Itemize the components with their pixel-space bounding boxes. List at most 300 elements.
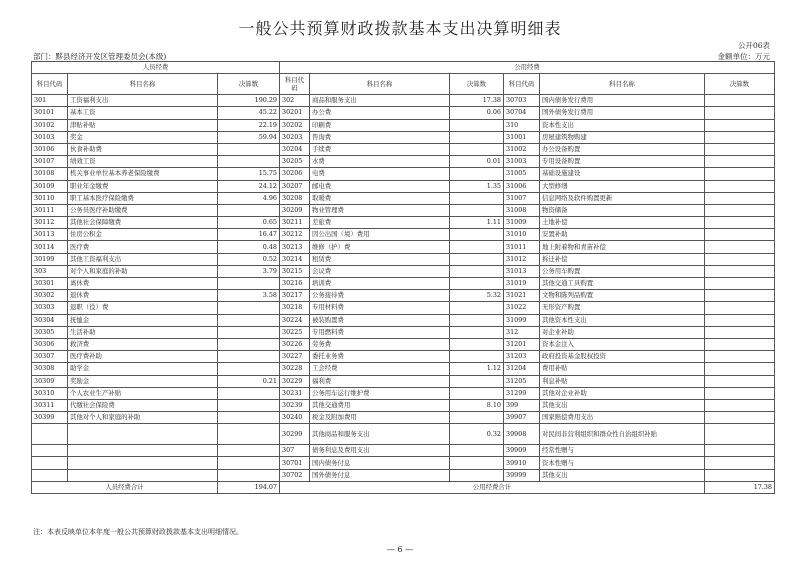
cell-amount	[218, 457, 280, 469]
cell-code: 30305	[32, 326, 68, 338]
table-row	[32, 412, 775, 424]
cell-name: 国外债务付息	[310, 469, 450, 481]
cell-amount	[450, 192, 504, 204]
cell-amount	[450, 351, 504, 363]
cell-amount	[218, 314, 280, 326]
table-row	[32, 156, 775, 168]
cell-amount: 5.32	[450, 290, 504, 302]
cell-name: 机关事业单位基本养老保险缴费	[68, 168, 218, 180]
cell-amount: 22.19	[218, 119, 280, 131]
table-row	[32, 445, 775, 457]
cell-name: 维修（护）费	[310, 241, 450, 253]
cell-code: 30228	[280, 363, 310, 375]
cell-amount: 15.75	[218, 168, 280, 180]
cell-amount	[705, 351, 775, 363]
cell-code: 30108	[32, 168, 68, 180]
cell-code: 31204	[504, 363, 540, 375]
table-row	[32, 143, 775, 155]
cell-name: 国外债务发行费用	[540, 107, 705, 119]
cell-code: 30213	[280, 241, 310, 253]
cell-amount: 4.96	[218, 192, 280, 204]
cell-name: 其他工资福利支出	[68, 253, 218, 265]
table-row	[32, 326, 775, 338]
cell-name: 公务接待费	[310, 290, 450, 302]
cell-name: 津贴补贴	[68, 119, 218, 131]
cell-amount	[218, 399, 280, 411]
cell-name: 代缴社会保险费	[68, 399, 218, 411]
cell-code: 39908	[504, 424, 540, 445]
cell-code: 30207	[280, 180, 310, 192]
cell-name: 福利费	[310, 375, 450, 387]
cell-amount	[450, 314, 504, 326]
cell-code: 30304	[32, 314, 68, 326]
cell-code: 30224	[280, 314, 310, 326]
cell-name: 离休费	[68, 278, 218, 290]
cell-name: 对民间非营利组织和群众性自治组织补贴	[540, 424, 705, 445]
cell-amount	[450, 412, 504, 424]
cell-code: 30106	[32, 143, 68, 155]
cell-name: 公务员医疗补助缴费	[68, 204, 218, 216]
cell-amount	[705, 278, 775, 290]
cell-amount	[705, 338, 775, 350]
cell-name: 其他对企业补助	[540, 387, 705, 399]
cell-amount	[218, 302, 280, 314]
cell-name	[68, 457, 218, 469]
cell-amount	[705, 326, 775, 338]
cell-amount: 1.35	[450, 180, 504, 192]
table-row	[32, 241, 775, 253]
cell-code: 30704	[504, 107, 540, 119]
cell-amount	[705, 119, 775, 131]
cell-name	[68, 424, 218, 445]
cell-code: 310	[504, 119, 540, 131]
cell-code: 30226	[280, 338, 310, 350]
cell-amount	[450, 168, 504, 180]
department-label: 部门：黟县经济开发区管理委员会(本级)	[33, 52, 167, 61]
cell-name: 资本性支出	[540, 119, 705, 131]
cell-amount	[218, 156, 280, 168]
cell-name: 公务用车运行维护费	[310, 387, 450, 399]
cell-amount	[705, 229, 775, 241]
cell-amount	[450, 253, 504, 265]
cell-amount	[705, 302, 775, 314]
expenditure-table	[31, 61, 775, 494]
cell-name: 经常性赠与	[540, 445, 705, 457]
cell-code: 30225	[280, 326, 310, 338]
cell-code: 30227	[280, 351, 310, 363]
cell-code: 30109	[32, 180, 68, 192]
cell-amount	[218, 424, 280, 445]
cell-name: 办公费	[310, 107, 450, 119]
cell-code: 30702	[280, 469, 310, 481]
cell-code: 30217	[280, 290, 310, 302]
cell-name: 职工基本医疗保险缴费	[68, 192, 218, 204]
cell-amount	[450, 445, 504, 457]
table-row	[32, 457, 775, 469]
table-row	[32, 278, 775, 290]
cell-name: 其他支出	[540, 469, 705, 481]
cell-amount	[218, 326, 280, 338]
cell-code: 30216	[280, 278, 310, 290]
table-row	[32, 363, 775, 375]
cell-code: 31099	[504, 314, 540, 326]
cell-amount: 0.65	[218, 217, 280, 229]
cell-amount	[705, 143, 775, 155]
cell-amount: 16.47	[218, 229, 280, 241]
cell-code	[32, 457, 68, 469]
cell-amount: 3.58	[218, 290, 280, 302]
cell-code: 30110	[32, 192, 68, 204]
cell-code: 31006	[504, 180, 540, 192]
cell-name: 拆迁补偿	[540, 253, 705, 265]
cell-amount	[218, 445, 280, 457]
cell-code: 30209	[280, 204, 310, 216]
cell-name: 商品和服务支出	[310, 95, 450, 107]
cell-amount	[218, 351, 280, 363]
cell-amount	[705, 131, 775, 143]
cell-code: 39910	[504, 457, 540, 469]
cell-amount	[705, 375, 775, 387]
cell-name: 其他交通费用	[310, 399, 450, 411]
cell-code: 39909	[504, 445, 540, 457]
unit-label: 金额单位：万元	[717, 52, 770, 61]
cell-amount	[450, 469, 504, 481]
cell-code: 31008	[504, 204, 540, 216]
cell-code: 30103	[32, 131, 68, 143]
column-header: 科目代码	[280, 74, 310, 95]
cell-name: 地上附着物和青苗补偿	[540, 241, 705, 253]
cell-amount	[450, 457, 504, 469]
cell-code: 30240	[280, 412, 310, 424]
cell-amount	[450, 119, 504, 131]
public-total-label: 公用经费合计	[280, 481, 705, 493]
cell-name: 专用材料费	[310, 302, 450, 314]
cell-name: 伙食补助费	[68, 143, 218, 155]
cell-name: 物资储备	[540, 204, 705, 216]
cell-amount	[705, 399, 775, 411]
cell-code: 31005	[504, 168, 540, 180]
cell-amount	[450, 326, 504, 338]
cell-code: 30114	[32, 241, 68, 253]
public-group-header: 公用经费	[280, 62, 775, 74]
cell-name: 资本金注入	[540, 338, 705, 350]
cell-code: 30218	[280, 302, 310, 314]
cell-code	[32, 424, 68, 445]
cell-code: 30102	[32, 119, 68, 131]
cell-name: 被装购置费	[310, 314, 450, 326]
cell-code: 30101	[32, 107, 68, 119]
cell-name: 专用燃料费	[310, 326, 450, 338]
cell-code: 30201	[280, 107, 310, 119]
column-header-row	[32, 74, 775, 95]
cell-name: 费用补贴	[540, 363, 705, 375]
cell-amount: 190.29	[218, 95, 280, 107]
cell-name: 其他交通工具购置	[540, 278, 705, 290]
cell-amount	[705, 314, 775, 326]
cell-name: 其他支出	[540, 399, 705, 411]
cell-name: 大型修缮	[540, 180, 705, 192]
cell-code: 31019	[504, 278, 540, 290]
cell-name: 安置补助	[540, 229, 705, 241]
cell-amount	[705, 363, 775, 375]
cell-name: 奖金	[68, 131, 218, 143]
cell-code: 30202	[280, 119, 310, 131]
cell-code: 30229	[280, 375, 310, 387]
column-header: 科目名称	[540, 74, 705, 95]
cell-code: 30112	[32, 217, 68, 229]
cell-name: 其他社会保障缴费	[68, 217, 218, 229]
cell-amount	[450, 229, 504, 241]
cell-name: 电费	[310, 168, 450, 180]
cell-code: 30206	[280, 168, 310, 180]
cell-code: 302	[280, 95, 310, 107]
table-row	[32, 253, 775, 265]
cell-name: 政府投资基金股权投资	[540, 351, 705, 363]
table-row	[32, 338, 775, 350]
cell-amount	[705, 387, 775, 399]
cell-code: 31012	[504, 253, 540, 265]
cell-code: 30231	[280, 387, 310, 399]
cell-amount	[705, 457, 775, 469]
cell-name: 水费	[310, 156, 450, 168]
cell-amount	[218, 469, 280, 481]
cell-name: 印刷费	[310, 119, 450, 131]
table-row	[32, 131, 775, 143]
cell-name: 个人农业生产补贴	[68, 387, 218, 399]
cell-name: 资本性赠与	[540, 457, 705, 469]
group-header-row	[32, 62, 775, 74]
cell-amount	[705, 156, 775, 168]
cell-amount: 0.06	[450, 107, 504, 119]
cell-name: 差旅费	[310, 217, 450, 229]
cell-amount	[218, 363, 280, 375]
cell-name: 医疗费补助	[68, 351, 218, 363]
cell-name: 债务利息及费用支出	[310, 445, 450, 457]
cell-code: 30215	[280, 265, 310, 277]
cell-name: 国内债务付息	[310, 457, 450, 469]
table-row	[32, 95, 775, 107]
cell-name: 取暖费	[310, 192, 450, 204]
cell-code: 301	[32, 95, 68, 107]
public-total-value: 17.38	[705, 481, 775, 493]
cell-amount	[450, 131, 504, 143]
cell-code: 303	[32, 265, 68, 277]
cell-amount	[705, 204, 775, 216]
cell-code: 31007	[504, 192, 540, 204]
table-row	[32, 229, 775, 241]
cell-name	[68, 469, 218, 481]
cell-code: 399	[504, 399, 540, 411]
cell-name: 工资福利支出	[68, 95, 218, 107]
cell-code: 30310	[32, 387, 68, 399]
cell-code: 30306	[32, 338, 68, 350]
cell-code: 31021	[504, 290, 540, 302]
cell-name: 国内债务发行费用	[540, 95, 705, 107]
cell-code: 31010	[504, 229, 540, 241]
table-row	[32, 290, 775, 302]
cell-name: 租赁费	[310, 253, 450, 265]
column-header: 科目名称	[310, 74, 450, 95]
cell-name: 基础设施建设	[540, 168, 705, 180]
cell-name: 土地补偿	[540, 217, 705, 229]
cell-amount	[450, 241, 504, 253]
cell-code: 30212	[280, 229, 310, 241]
cell-name: 委托业务费	[310, 351, 450, 363]
table-row	[32, 192, 775, 204]
table-row	[32, 469, 775, 481]
cell-code: 30303	[32, 302, 68, 314]
table-row	[32, 424, 775, 445]
cell-amount: 8.10	[450, 399, 504, 411]
cell-amount	[218, 278, 280, 290]
cell-code: 30309	[32, 375, 68, 387]
cell-amount	[218, 412, 280, 424]
table-row	[32, 399, 775, 411]
cell-code: 31001	[504, 131, 540, 143]
cell-code: 30204	[280, 143, 310, 155]
cell-code: 31011	[504, 241, 540, 253]
cell-code: 30703	[504, 95, 540, 107]
cell-amount	[705, 424, 775, 445]
cell-name: 邮电费	[310, 180, 450, 192]
table-row	[32, 217, 775, 229]
cell-amount: 0.52	[218, 253, 280, 265]
cell-amount	[705, 95, 775, 107]
cell-name: 公务用车购置	[540, 265, 705, 277]
table-row	[32, 168, 775, 180]
page-title: 一般公共预算财政拨款基本支出决算明细表	[238, 19, 562, 38]
cell-name: 基本工资	[68, 107, 218, 119]
cell-code: 31013	[504, 265, 540, 277]
cell-amount: 45.22	[218, 107, 280, 119]
cell-amount: 24.12	[218, 180, 280, 192]
cell-name: 房屋建筑物购建	[540, 131, 705, 143]
cell-name: 其他资本性支出	[540, 314, 705, 326]
table-body	[32, 95, 775, 482]
cell-code: 30205	[280, 156, 310, 168]
cell-code: 30199	[32, 253, 68, 265]
table-row	[32, 204, 775, 216]
cell-amount: 0.48	[218, 241, 280, 253]
table-row	[32, 302, 775, 314]
cell-code: 30239	[280, 399, 310, 411]
cell-amount	[218, 338, 280, 350]
cell-name: 助学金	[68, 363, 218, 375]
personnel-total-label: 人员经费合计	[32, 481, 218, 493]
cell-amount	[705, 445, 775, 457]
cell-amount	[450, 143, 504, 155]
cell-name: 退休费	[68, 290, 218, 302]
cell-amount: 0.32	[450, 424, 504, 445]
cell-code: 31022	[504, 302, 540, 314]
cell-amount	[450, 375, 504, 387]
cell-name: 利息补贴	[540, 375, 705, 387]
cell-name: 劳务费	[310, 338, 450, 350]
cell-name: 无形资产购置	[540, 302, 705, 314]
table-row	[32, 387, 775, 399]
column-header: 决算数	[705, 74, 775, 95]
cell-amount	[218, 387, 280, 399]
cell-amount	[705, 217, 775, 229]
cell-name: 职业年金缴费	[68, 180, 218, 192]
column-header: 科目名称	[68, 74, 218, 95]
page-number: — 6 —	[386, 545, 414, 554]
cell-code: 31299	[504, 387, 540, 399]
cell-code: 30203	[280, 131, 310, 143]
personnel-group-header: 人员经费	[32, 62, 280, 74]
cell-name: 办公设备购置	[540, 143, 705, 155]
form-number: 公开06表	[737, 41, 770, 50]
footnote: 注：本表反映单位本年度一般公共预算财政拨款基本支出明细情况。	[33, 528, 243, 536]
cell-code	[32, 469, 68, 481]
cell-code: 30301	[32, 278, 68, 290]
cell-code: 31002	[504, 143, 540, 155]
cell-code: 39907	[504, 412, 540, 424]
cell-name: 文物和陈列品购置	[540, 290, 705, 302]
cell-code: 30308	[32, 363, 68, 375]
column-header: 科目代码	[504, 74, 540, 95]
table-row	[32, 351, 775, 363]
cell-name: 救济费	[68, 338, 218, 350]
cell-name: 绩效工资	[68, 156, 218, 168]
cell-code: 31205	[504, 375, 540, 387]
cell-amount: 17.38	[450, 95, 504, 107]
cell-amount	[705, 253, 775, 265]
cell-name: 专用设备购置	[540, 156, 705, 168]
cell-amount	[705, 107, 775, 119]
cell-amount: 1.11	[450, 217, 504, 229]
cell-name: 对企业补助	[540, 326, 705, 338]
cell-amount	[450, 204, 504, 216]
cell-amount: 0.21	[218, 375, 280, 387]
cell-amount	[705, 469, 775, 481]
cell-amount	[218, 204, 280, 216]
cell-code: 30302	[32, 290, 68, 302]
totals-row	[32, 481, 775, 493]
cell-code: 307	[280, 445, 310, 457]
cell-code: 30208	[280, 192, 310, 204]
cell-name: 工会经费	[310, 363, 450, 375]
cell-name	[68, 445, 218, 457]
cell-name: 其他对个人和家庭的补助	[68, 412, 218, 424]
cell-name: 抚恤金	[68, 314, 218, 326]
cell-amount: 3.79	[218, 265, 280, 277]
cell-amount	[705, 265, 775, 277]
cell-amount	[450, 387, 504, 399]
cell-amount	[450, 338, 504, 350]
cell-code: 30701	[280, 457, 310, 469]
personnel-total-value: 194.07	[218, 481, 280, 493]
cell-amount: 1.12	[450, 363, 504, 375]
cell-code: 31003	[504, 156, 540, 168]
cell-name: 医疗费	[68, 241, 218, 253]
cell-amount	[705, 241, 775, 253]
cell-name: 税金及附加费用	[310, 412, 450, 424]
column-header: 决算数	[218, 74, 280, 95]
cell-amount: 59.94	[218, 131, 280, 143]
cell-name: 生活补助	[68, 326, 218, 338]
cell-code: 30299	[280, 424, 310, 445]
cell-code: 31009	[504, 217, 540, 229]
cell-code: 30113	[32, 229, 68, 241]
cell-name: 奖励金	[68, 375, 218, 387]
cell-code: 31203	[504, 351, 540, 363]
cell-name: 国家赔偿费用支出	[540, 412, 705, 424]
cell-code: 39999	[504, 469, 540, 481]
cell-amount	[450, 265, 504, 277]
cell-name: 物业管理费	[310, 204, 450, 216]
cell-code: 30111	[32, 204, 68, 216]
